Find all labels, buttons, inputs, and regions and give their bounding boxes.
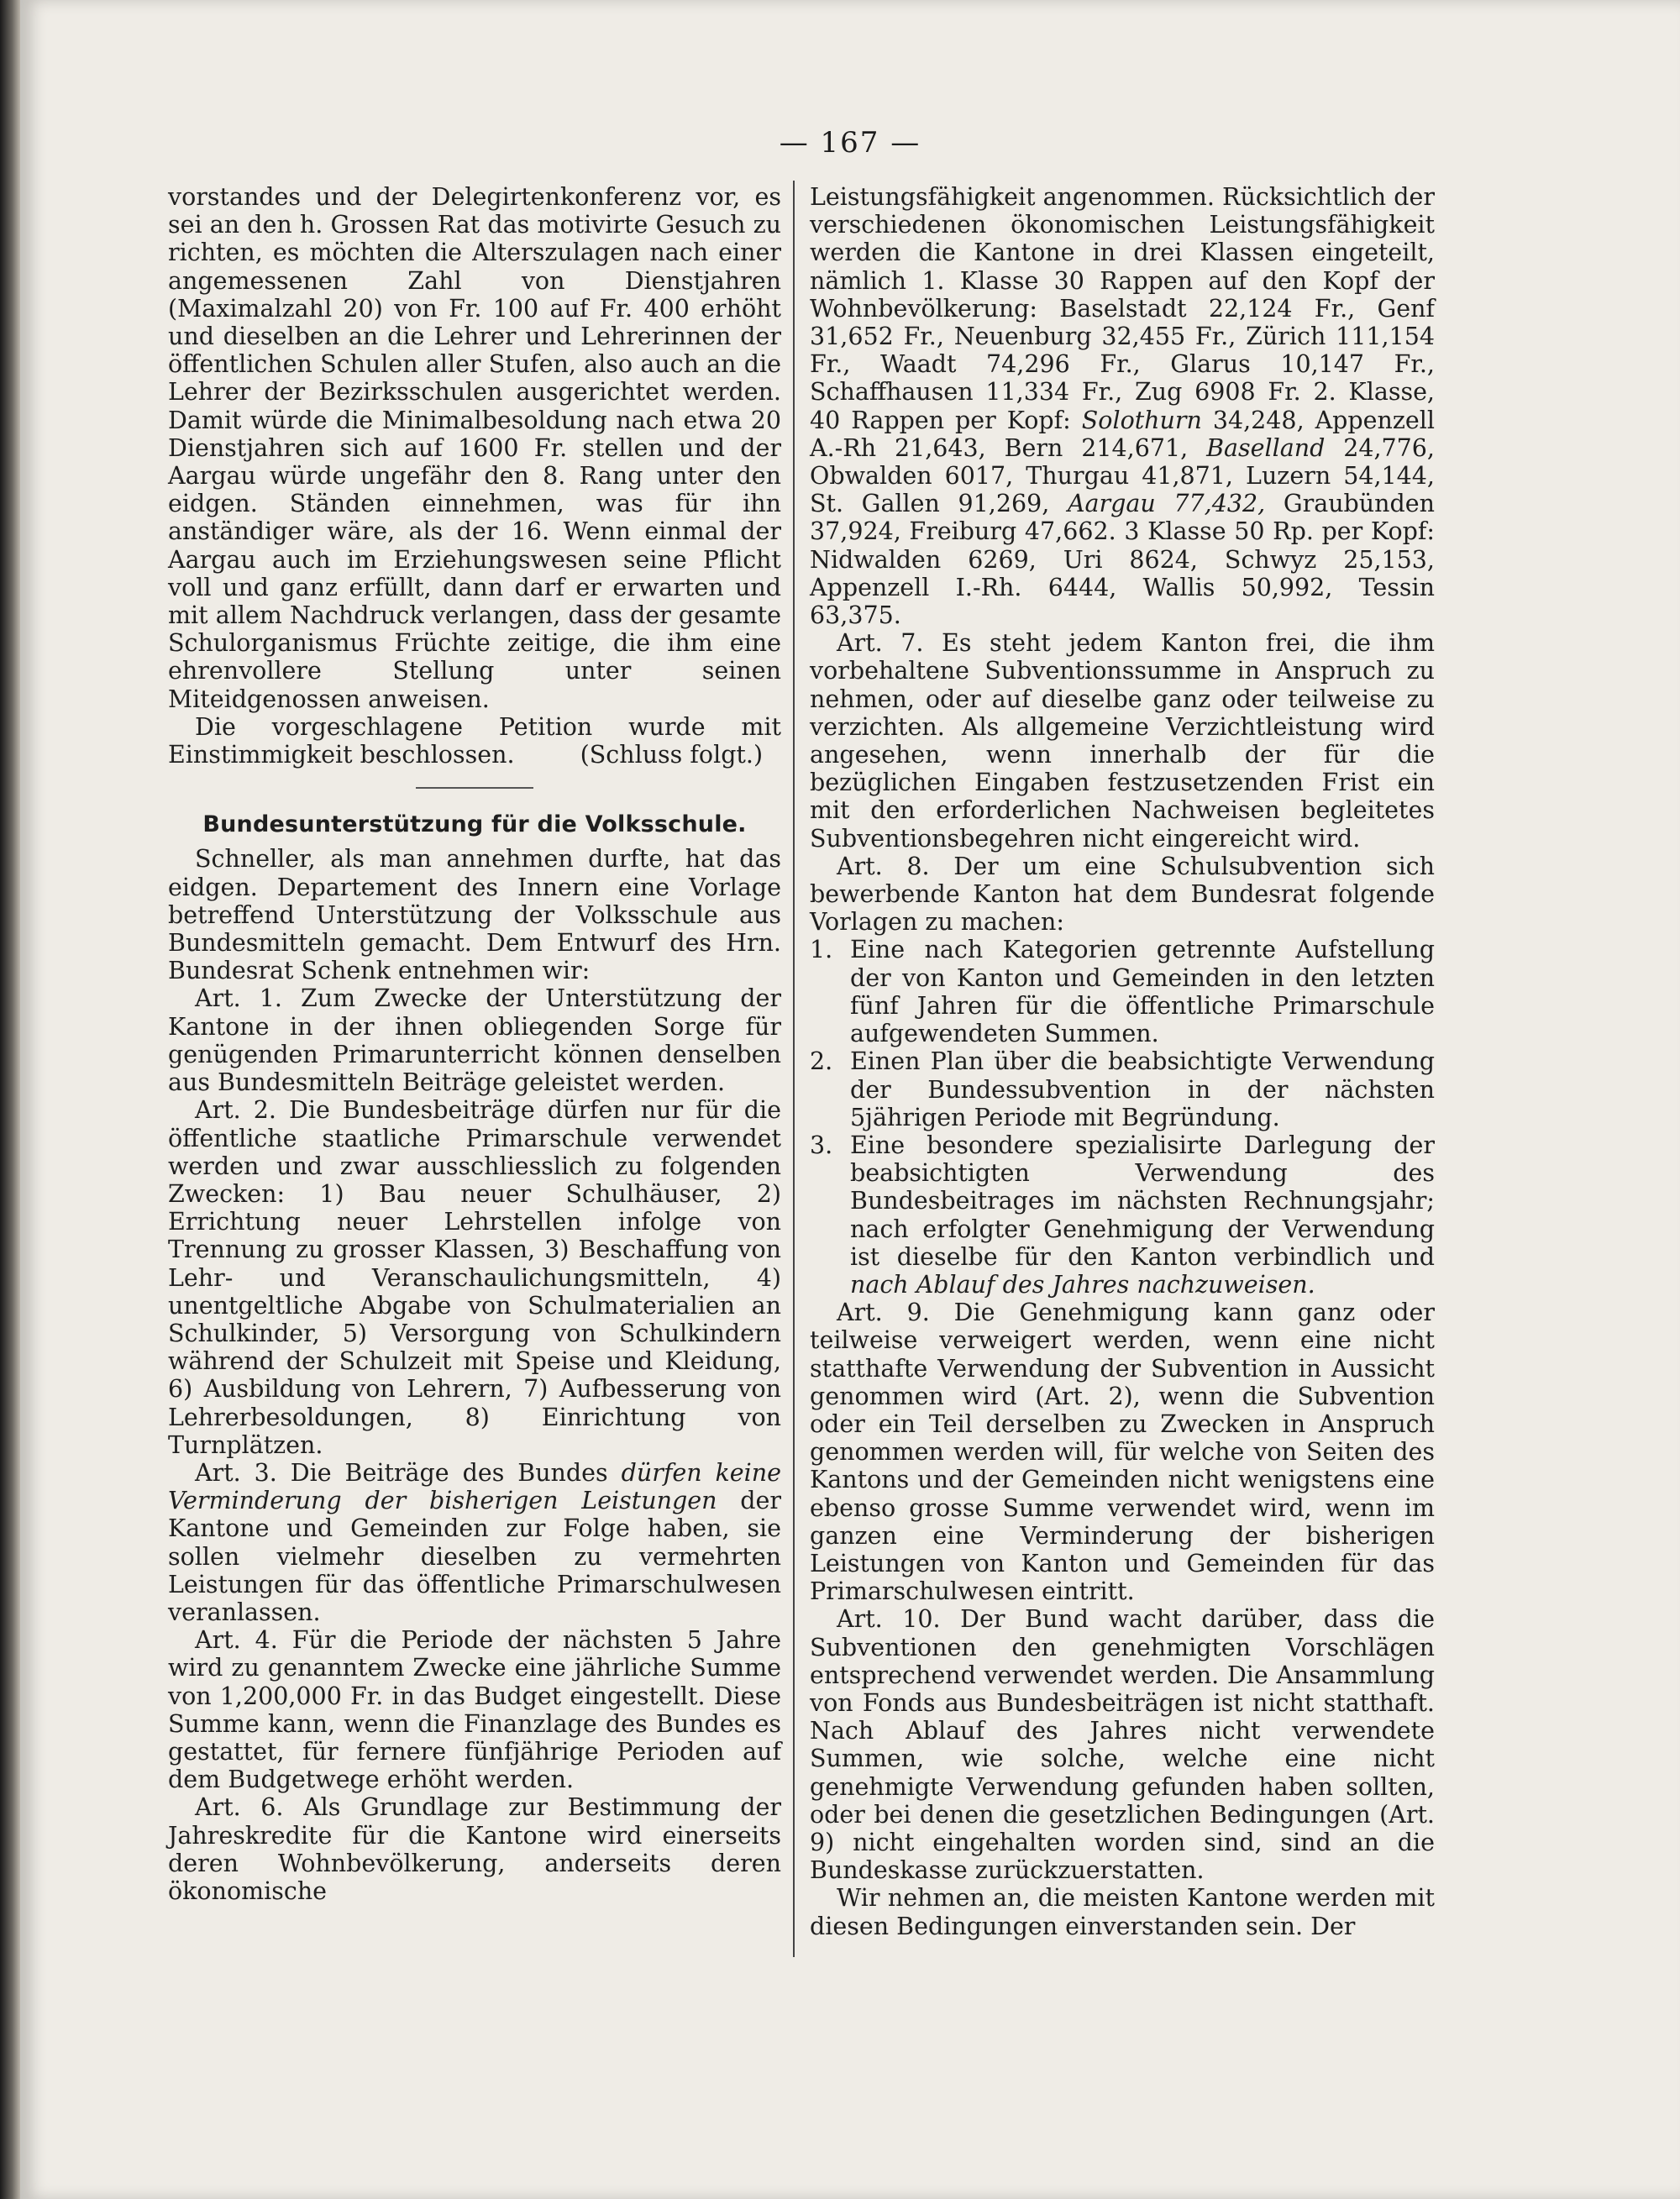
list-number: 3.: [810, 1131, 833, 1159]
article-3-emphasis: dürfen keine Verminderung der bisherigen Leistungen: [168, 1458, 781, 1515]
canton-emphasis-baselland: Baselland: [1206, 433, 1326, 462]
cantons-text-c: 24,776, Obwalden 6017, Thurgau 41,871, Luzern 54,144, St. Gallen 91,269,: [810, 433, 1435, 518]
paragraph-cantons: [810, 183, 1435, 629]
page-number: — 167 —: [779, 126, 921, 160]
article-7: Art. 7. Es steht jedem Kanton frei, die ihm vorbehaltene Subventionssumme in Anspruch zu nehmen, oder auf dieselbe ganz oder teilweise zu verzichten. Als allgemeine Verzichtleistung wird angesehen, wenn innerhalb der für die bezüglichen Eingaben festzusetzenden Frist ein mit den erforderlichen Nachweisen begleitetes Subventionsbegehren nicht eingereicht wird.: [810, 629, 1435, 853]
article-9: Art. 9. Die Genehmigung kann ganz oder teilweise verweigert werden, wenn eine nicht statthafte Verwendung der Subvention in Aussicht genommen wird (Art. 2), wenn die Subvention oder ein Teil derselben zu Zwecken in Anspruch genommen werden will, für welche von Seiten des Kantons und der Gemeinden nicht wenigstens eine ebenso grosse Summe verwendet wird, wenn im ganzen eine Verminderung der bisherigen Leistungen von Kanton und Gemeinden für das Primarschulwesen eintritt.: [810, 1299, 1435, 1606]
article-3-text-a: Art. 3. Die Beiträge des Bundes: [195, 1458, 608, 1487]
book-gutter: [0, 0, 20, 2199]
closing-paragraph: Wir nehmen an, die meisten Kantone werden mit diesen Bedingungen einverstanden sein. Der: [810, 1884, 1435, 1940]
list-item: [810, 1047, 1435, 1131]
requirements-list: [810, 936, 1435, 1299]
article-4: Art. 4. Für die Periode der nächsten 5 Jahre wird zu genanntem Zwecke eine jährliche Summe von 1,200,000 Fr. in das Budget eingestellt. Diese Summe kann, wenn die Finanzlage des Bundes es gestattet, für fernere fünfjährige Perioden auf dem Budgetwege erhöht werden.: [168, 1626, 781, 1794]
cantons-text-b: 34,248, Appenzell A.-Rh 21,643, Bern 214,671,: [810, 406, 1435, 462]
cantons-text-a: Leistungsfähigkeit angenommen. Rücksichtlich der verschiedenen ökonomischen Leistungsfähigkeit werden die Kantone in drei Klassen eingeteilt, nämlich 1. Klasse 30 Rappen auf den Kopf der Wohnbevölkerung: Baselstadt 22,124 Fr., Genf 31,652 Fr., Neuenburg 32,455 Fr., Zürich 111,154 Fr., Waadt 74,296 Fr., Glarus 10,147 Fr., Schaffhausen 11,334 Fr., Zug 6908 Fr. 2. Klasse, 40 Rappen per Kopf:: [810, 183, 1435, 434]
article-heading: Bundesunterstützung für die Volksschule.: [202, 811, 747, 838]
canton-emphasis-solothurn: Solothurn: [1081, 406, 1202, 434]
article-8: Art. 8. Der um eine Schulsubvention sich bewerbende Kanton hat dem Bundesrat folgende Vorlagen zu machen:: [810, 852, 1435, 937]
list-number: 1.: [810, 936, 833, 964]
left-column: [168, 183, 781, 1905]
list-text: Einen Plan über die beabsichtigte Verwendung der Bundessubvention in der nächsten 5jährigen Periode mit Begründung.: [850, 1047, 1435, 1131]
list-text-emphasis: nach Ablauf des Jahres nachzuweisen.: [850, 1270, 1315, 1299]
column-divider: [793, 181, 795, 1957]
paragraph-continued: vorstandes und der Delegirtenkonferenz vor, es sei an den h. Grossen Rat das motivirte Gesuch zu richten, es möchten die Alterszulagen nach einer angemessenen Zahl von Dienstjahren (Maximalzahl 20) von Fr. 100 auf Fr. 400 erhöht und dieselben an die Lehrer und Lehrerinnen der öffentlichen Schulen aller Stufen, also auch an die Lehrer der Bezirksschulen ausgerichtet werden. Damit würde die Minimalbesoldung nach etwa 20 Dienstjahren sich auf 1600 Fr. stellen und der Aargau würde ungefähr den 8. Rang unter den eidgen. Ständen einnehmen, was für ihn anständiger wäre, als der 16. Wenn einmal der Aargau auch im Erziehungswesen seine Pflicht voll und ganz erfüllt, dann darf er erwarten und mit allem Nachdruck verlangen, dass der gesamte Schulorganismus Früchte zeitige, die ihm eine ehrenvollere Stellung unter seinen Miteidgenossen anweisen.: [168, 183, 781, 713]
petition-text: Die vorgeschlagene Petition wurde mit Einstimmigkeit beschlossen.: [168, 712, 781, 769]
article-6: Art. 6. Als Grundlage zur Bestimmung der Jahreskredite für die Kantone wird einerseits deren Wohnbevölkerung, anderseits deren ökonomische: [168, 1793, 781, 1905]
list-number: 2.: [810, 1047, 833, 1076]
right-column: [810, 183, 1435, 1940]
article-10: Art. 10. Der Bund wacht darüber, dass die Subventionen den genehmigten Vorschlägen entsprechend verwendet werden. Die Ansammlung von Fonds aus Bundesbeiträgen ist nicht statthaft. Nach Ablauf des Jahres nicht verwendete Summen, wie solche, welche eine nicht genehmigte Verwendung gefunden haben sollten, oder bei denen die gesetzlichen Bedingungen (Art. 9) nicht eingehalten worden sind, sind an die Bundeskasse zurückzuerstatten.: [810, 1605, 1435, 1885]
document-page: [20, 0, 1680, 2199]
article-1: Art. 1. Zum Zwecke der Unterstützung der Kantone in der ihnen obliegenden Sorge für genügenden Primarunterricht können denselben aus Bundesmitteln Beiträge geleistet werden.: [168, 984, 781, 1097]
list-item: [810, 936, 1435, 1047]
canton-emphasis-aargau: Aargau 77,432,: [1067, 490, 1266, 518]
list-text: Eine nach Kategorien getrennte Aufstellung der von Kanton und Gemeinden in den letzten fünf Jahren für die öffentliche Primarschule aufgewendeten Summen.: [850, 936, 1435, 1048]
article-2: Art. 2. Die Bundesbeiträge dürfen nur für die öffentliche staatliche Primarschule verwendet werden und zwar ausschliesslich zu folgenden Zwecken: 1) Bau neuer Schulhäuser, 2) Errichtung neuer Lehrstellen infolge von Trennung zu grosser Klassen, 3) Beschaffung von Lehr- und Veranschaulichungsmitteln, 4) unentgeltliche Abgabe von Schulmaterialien an Schulkinder, 5) Versorgung von Schulkindern während der Schulzeit mit Speise und Kleidung, 6) Ausbildung von Lehrern, 7) Aufbesserung von Lehrerbesoldungen, 8) Einrichtung von Turnplätzen.: [168, 1096, 781, 1459]
cantons-text-d: Graubünden 37,924, Freiburg 47,662. 3 Klasse 50 Rp. per Kopf: Nidwalden 6269, Uri 8624, Schwyz 25,153, Appenzell I.-Rh. 6444, Wallis 50,992, Tessin 63,375.: [810, 490, 1435, 630]
section-rule: [416, 787, 533, 789]
paragraph-intro: Schneller, als man annehmen durfte, hat das eidgen. Departement des Innern eine Vorlage betreffend Unterstützung der Volksschule aus Bundesmitteln gemacht. Dem Entwurf des Hrn. Bundesrat Schenk entnehmen wir:: [168, 845, 781, 985]
continuation-note: (Schluss folgt.): [580, 741, 764, 769]
list-item: [810, 1131, 1435, 1299]
article-3-text-b: der Kantone und Gemeinden zur Folge haben, sie sollen vielmehr dieselben zu vermehrten Leistungen für das öffentliche Primarschulwesen veranlassen.: [168, 1487, 782, 1626]
article-3: [168, 1459, 781, 1626]
paragraph-petition: [168, 713, 781, 769]
list-text: Eine besondere spezialisirte Darlegung der beabsichtigten Verwendung des Bundesbeitrages im nächsten Rechnungsjahr; nach erfolgter Genehmigung der Verwendung ist dieselbe für den Kanton verbindlich und: [850, 1131, 1435, 1271]
